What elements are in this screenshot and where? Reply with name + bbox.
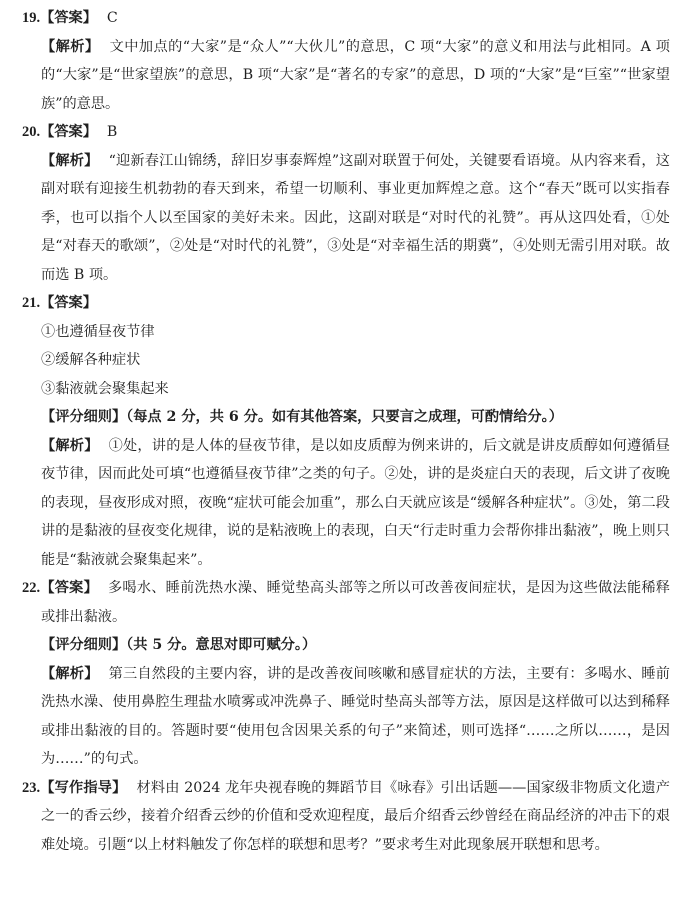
question-19 (22, 4, 670, 118)
q21-answer-line (22, 289, 670, 318)
q20-number: 20. (22, 124, 41, 140)
q22-answer-tag: 【答案】 (40, 580, 99, 596)
q19-analysis-text: 文中加点的“大家”是“众人”“大伙儿”的意思，C 项“大家”的意义和用法与此相同。A 项的“大家”是“世家望族”的意思，B 项“大家”是“著名的专家”的意思，D 项的“大家”是“巨室”“世家望族”的意思。 (41, 38, 670, 112)
q22-answer-line (22, 574, 670, 631)
q23-guide-tag: 【写作指导】 (40, 779, 127, 796)
q20-answer-tag: 【答案】 (40, 124, 97, 140)
q20-analysis (22, 147, 670, 290)
q21-analysis-text: ①处，讲的是人体的昼夜节律，是以如皮质醇为例来讲的，后文就是讲皮质醇如何遵循昼夜节律，因而此处可填“也遵循昼夜节律”之类的句子。②处，讲的是炎症白天的表现，后文讲了夜晚的表现，昼夜形成对照，夜晚“症状可能会加重”，那么白天就应该是“缓解各种症状”。③处，第二段讲的是黏液的昼夜变化规律，说的是粘液晚上的表现，白天“行走时重力会帮你排出黏液”，晚上则只能是“黏液就会聚集起来”。 (41, 437, 670, 568)
q21-item-1: ①也遵循昼夜节律 (41, 323, 155, 340)
q23-number: 23. (22, 779, 41, 796)
q21-item-3: ③黏液就会聚集起来 (41, 380, 169, 397)
q22-analysis-text: 第三自然段的主要内容，讲的是改善夜间咳嗽和感冒症状的方法，主要有：多喝水、睡前洗热水澡、使用鼻腔生理盐水喷雾或冲洗鼻子、睡觉时垫高头部等方法，原因是这样做可以达到稀释或排出黏液的目的。答题时要“使用包含因果关系的句子”来简述，则可选择“……之所以……，是因为……”的句式。 (41, 665, 670, 767)
q22-score-line (22, 631, 670, 660)
question-20 (22, 118, 670, 289)
q22-analysis (22, 660, 670, 774)
q19-analysis (22, 33, 670, 119)
q21-score-tag: 【评分细则】 (41, 409, 127, 425)
q21-number: 21. (22, 295, 41, 311)
q20-analysis-tag: 【解析】 (41, 152, 99, 169)
question-22 (22, 574, 670, 774)
q22-score-tag: 【评分细则】 (41, 637, 127, 653)
question-21 (22, 289, 670, 574)
q19-answer: C (106, 10, 118, 26)
question-23 (22, 774, 670, 860)
q23-guide (22, 774, 670, 860)
q21-analysis-tag: 【解析】 (41, 437, 99, 454)
q22-number: 22. (22, 580, 41, 596)
q20-answer-line (22, 118, 670, 147)
q19-analysis-tag: 【解析】 (41, 38, 100, 55)
q21-analysis (22, 432, 670, 575)
q20-analysis-text: “迎新春江山锦绣，辞旧岁事泰辉煌”这副对联置于何处，关键要看语境。从内容来看，这副对联有迎接生机勃勃的春天到来，希望一切顺利、事业更加辉煌之意。这个“春天”既可以实指春季，也可以指个人以至国家的美好未来。因此，这副对联是“对时代的礼赞”。再从这四处看，①处是“对春天的歌颂”，②处是“对时代的礼赞”，③处是“对幸福生活的期冀”，④处则无需引用对联。故而选 B 项。 (41, 152, 670, 283)
q19-number: 19. (22, 10, 41, 26)
q22-score-text: （共 5 分。意思对即可赋分。） (126, 637, 317, 653)
q22-answer: 多喝水、睡前洗热水澡、睡觉垫高头部等之所以可改善夜间症状，是因为这些做法能稀释或排出黏液。 (41, 580, 670, 625)
q19-answer-line (22, 4, 670, 33)
q20-answer: B (106, 124, 118, 140)
q21-answer-tag: 【答案】 (40, 295, 97, 311)
q21-score-line (22, 403, 670, 432)
q22-analysis-tag: 【解析】 (41, 665, 99, 682)
q23-guide-text: 材料由 2024 龙年央视春晚的舞蹈节目《咏春》引出话题——国家级非物质文化遗产之一的香云纱，接着介绍香云纱的价值和受欢迎程度，最后介绍香云纱曾经在商品经济的冲击下的艰难处境。引题“以上材料触发了你怎样的联想和思考？”要求考生对此现象展开联想和思考。 (41, 779, 670, 853)
q19-answer-tag: 【答案】 (40, 10, 97, 26)
q21-item-2: ②缓解各种症状 (41, 352, 141, 368)
q21-score-text: （每点 2 分，共 6 分。如有其他答案，只要言之成理，可酌情给分。） (126, 409, 563, 425)
